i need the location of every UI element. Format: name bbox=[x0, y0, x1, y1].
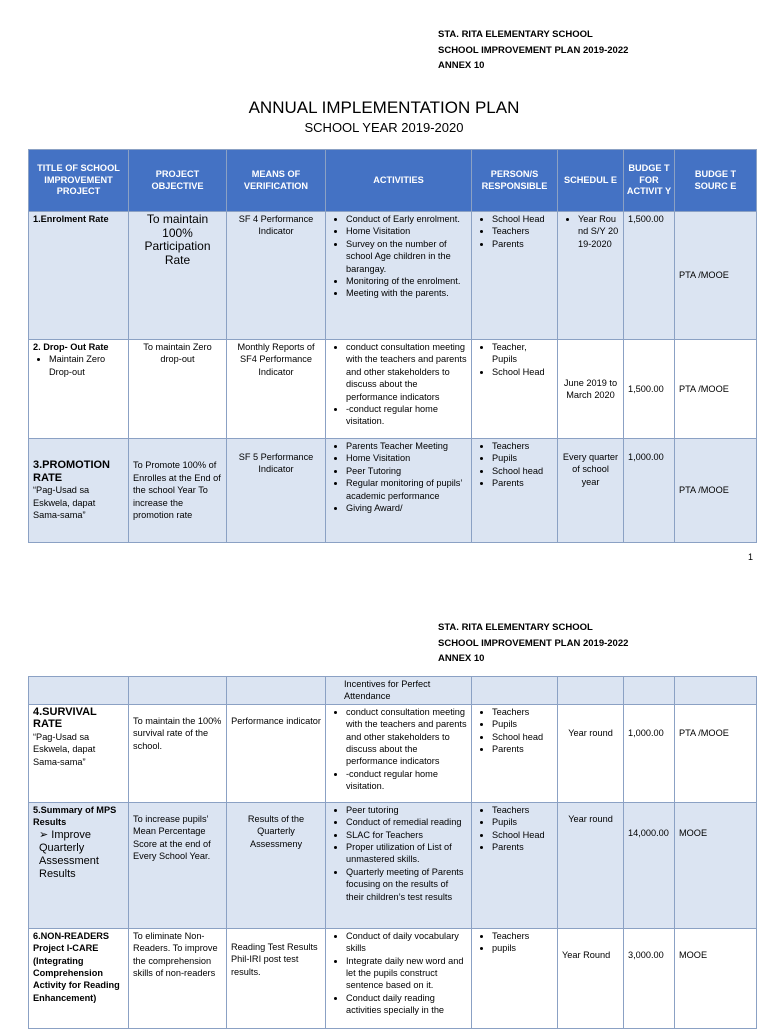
source-text: MOOE bbox=[679, 827, 708, 838]
schedule-text: Year round bbox=[568, 813, 613, 824]
means-of-verification: Monthly Reports of SF4 Performance Indicator bbox=[227, 340, 326, 439]
activity-item: • Giving Award/ bbox=[346, 502, 467, 514]
budget-source bbox=[675, 928, 757, 1028]
col-persons: PERSON/S RESPONSIBLE bbox=[472, 150, 558, 212]
annex-label: ANNEX 10 bbox=[438, 60, 485, 71]
project-title: 3.PROMOTION RATE bbox=[33, 459, 111, 484]
page-title: ANNUAL IMPLEMENTATION PLAN bbox=[248, 98, 520, 117]
person-item: • School Head bbox=[492, 366, 553, 378]
persons-cell bbox=[472, 439, 558, 543]
activity-item: • Integrate daily new word and let the pupils construct sentence based on it. bbox=[346, 955, 467, 992]
budget-text: 3,000.00 bbox=[628, 949, 664, 960]
means-text: SF 5 Performance Indicator bbox=[238, 452, 314, 475]
budget-source: PTA /MOOE bbox=[675, 439, 757, 543]
budget-source: PTA /MOOE bbox=[675, 212, 757, 340]
annex-label: ANNEX 10 bbox=[438, 653, 485, 664]
budget-cell: 1,500.00 bbox=[624, 212, 675, 340]
project-title: 2. Drop- Out Rate bbox=[33, 342, 109, 352]
person-item: • School Head bbox=[492, 213, 553, 225]
project-objective bbox=[129, 802, 227, 928]
table-row bbox=[29, 340, 757, 439]
means-of-verification bbox=[227, 802, 326, 928]
persons-cell bbox=[472, 340, 558, 439]
col-source: BUDGE T SOURC E bbox=[675, 150, 757, 212]
means-text: Results of the Quarterly Assessmeny bbox=[247, 813, 305, 849]
project-subitem: ➢ Improve Quarterly Assessment Results bbox=[39, 829, 124, 881]
person-item: • pupils bbox=[492, 942, 553, 954]
project-title: 5.Summary of MPS Results bbox=[33, 804, 117, 828]
objective-text: To maintain the 100% survival rate of the school. bbox=[133, 715, 222, 751]
project-objective: To maintain Zero drop-out bbox=[129, 340, 227, 439]
schedule-text: Year Round bbox=[562, 949, 611, 960]
activity-item: • Peer tutoring bbox=[346, 804, 467, 816]
activity-item: • conduct consultation meeting with the teachers and parents and other stakeholders to discuss about the performance indicators bbox=[346, 341, 467, 403]
activities-cell bbox=[326, 340, 472, 439]
project-objective: To Promote 100% of Enrolles at the End of the school Year To increase the promotion rate bbox=[129, 439, 227, 543]
activities-cell bbox=[326, 802, 472, 928]
page-number: 1 bbox=[747, 552, 753, 562]
col-title: TITLE OF SCHOOL IMPROVEMENT PROJECT bbox=[29, 150, 129, 212]
budget-cell bbox=[624, 439, 675, 543]
budget-text: 14,000.00 bbox=[628, 827, 669, 838]
person-item: • Teachers bbox=[492, 804, 553, 816]
table-row bbox=[29, 704, 757, 802]
person-item: • Pupils bbox=[492, 452, 553, 464]
activity-item: • Conduct daily reading activities specially in the bbox=[346, 992, 467, 1017]
schedule-text: Every quarter of school year bbox=[562, 452, 619, 487]
project-title-cell bbox=[29, 439, 129, 543]
col-budget: BUDGE T FOR ACTIVIT Y bbox=[624, 150, 675, 212]
budget-cell bbox=[624, 802, 675, 928]
project-subitem: • Maintain Zero Drop-out bbox=[49, 353, 124, 378]
implementation-table-page1 bbox=[28, 149, 757, 543]
persons-cell bbox=[472, 928, 558, 1028]
means-of-verification bbox=[227, 439, 326, 543]
col-schedule: SCHEDUL E bbox=[558, 150, 624, 212]
means-of-verification bbox=[227, 928, 326, 1028]
activity-item: • SLAC for Teachers bbox=[346, 829, 467, 841]
person-item: • Teachers bbox=[492, 225, 553, 237]
implementation-table-page2 bbox=[28, 676, 757, 1029]
activity-item: • Conduct of remedial reading bbox=[346, 816, 467, 828]
activity-item: • conduct consultation meeting with the teachers and parents and other stakeholders to discuss about the performance indicators bbox=[346, 706, 467, 768]
activities-cell bbox=[326, 928, 472, 1028]
page1-header bbox=[438, 27, 628, 74]
table-row bbox=[29, 802, 757, 928]
table-row bbox=[29, 212, 757, 340]
means-text: Reading Test Results Phil-IRI post test results. bbox=[231, 941, 318, 977]
project-objective: To maintain 100% Participation Rate bbox=[129, 212, 227, 340]
budget-cell: 1,500.00 bbox=[624, 340, 675, 439]
school-name: STA. RITA ELEMENTARY SCHOOL bbox=[438, 622, 593, 633]
project-title: 1.Enrolment Rate bbox=[29, 212, 129, 340]
table-row bbox=[29, 439, 757, 543]
means-of-verification bbox=[227, 704, 326, 802]
school-name: STA. RITA ELEMENTARY SCHOOL bbox=[438, 29, 593, 40]
activity-item: • Proper utilization of List of unmastered skills. bbox=[346, 841, 467, 866]
plan-name: SCHOOL IMPROVEMENT PLAN 2019-2022 bbox=[438, 637, 629, 649]
source-text: PTA /MOOE bbox=[679, 727, 729, 738]
budget-text: 1,000.00 bbox=[628, 727, 664, 738]
project-motto: “Pag-Usad sa Eskwela, dapat Sama-sama” bbox=[33, 731, 96, 767]
person-item: • Teacher, Pupils bbox=[492, 341, 553, 366]
activity-item: • Conduct of Early enrolment. bbox=[346, 213, 467, 225]
person-item: • School Head bbox=[492, 829, 553, 841]
person-item: • Parents bbox=[492, 477, 553, 489]
activities-cell bbox=[326, 212, 472, 340]
project-title-cell bbox=[29, 704, 129, 802]
project-title-cell bbox=[29, 802, 129, 928]
project-title-cell bbox=[29, 340, 129, 439]
activity-item: • Regular monitoring of pupils’ academic performance bbox=[346, 477, 467, 502]
activity-item: • Survey on the number of school Age children in the barangay. bbox=[346, 238, 467, 275]
schedule-cell bbox=[558, 212, 624, 340]
schedule-cell bbox=[558, 802, 624, 928]
project-objective bbox=[129, 704, 227, 802]
project-title: 4.SURVIVAL RATE bbox=[33, 705, 97, 731]
budget-source: PTA /MOOE bbox=[675, 340, 757, 439]
schedule-item: • Year Round S/Y 2019-2020 bbox=[578, 213, 619, 250]
col-activities: ACTIVITIES bbox=[326, 150, 472, 212]
source-text: MOOE bbox=[679, 949, 708, 960]
objective-text: To increase pupils’ Mean Percentage Score at the end of Every School Year. bbox=[133, 813, 211, 862]
person-item: • Teachers bbox=[492, 930, 553, 942]
activity-item: • Monitoring of the enrolment. bbox=[346, 275, 467, 287]
page2-header bbox=[438, 620, 628, 667]
project-title: 6.NON-READERS Project I-CARE (Integrating Comprehension Activity for Reading Enhancement) bbox=[29, 928, 129, 1028]
person-item: • Pupils bbox=[492, 718, 553, 730]
activity-item: • -conduct regular home visitation. bbox=[346, 768, 467, 793]
activities-cell bbox=[326, 439, 472, 543]
project-motto: “Pag-Usad sa Eskwela, dapat Sama-sama” bbox=[33, 485, 96, 521]
budget-cell bbox=[624, 704, 675, 802]
activity-item: • Peer Tutoring bbox=[346, 465, 467, 477]
person-item: • Parents bbox=[492, 743, 553, 755]
activity-item: • Conduct of daily vocabulary skills bbox=[346, 930, 467, 955]
activity-item: • -conduct regular home visitation. bbox=[346, 403, 467, 428]
project-objective: To eliminate Non-Readers. To improve the comprehension skills of non-readers bbox=[129, 928, 227, 1028]
person-item: • Teachers bbox=[492, 706, 553, 718]
activity-item: • Meeting with the parents. bbox=[346, 287, 467, 299]
person-item: • Parents bbox=[492, 841, 553, 853]
activity-item: • Home Visitation bbox=[346, 225, 467, 237]
person-item: • Pupils bbox=[492, 816, 553, 828]
budget-source bbox=[675, 704, 757, 802]
means-text: Performance indicator bbox=[231, 715, 321, 726]
persons-cell bbox=[472, 802, 558, 928]
schedule-cell: June 2019 to March 2020 bbox=[558, 340, 624, 439]
schedule-cell bbox=[558, 439, 624, 543]
person-item: • School head bbox=[492, 731, 553, 743]
budget-cell bbox=[624, 928, 675, 1028]
person-item: • Parents bbox=[492, 238, 553, 250]
plan-name: SCHOOL IMPROVEMENT PLAN 2019-2022 bbox=[438, 44, 629, 56]
table-row bbox=[29, 928, 757, 1028]
schedule-cell bbox=[558, 704, 624, 802]
means-of-verification: SF 4 Performance Indicator bbox=[227, 212, 326, 340]
table-row bbox=[29, 677, 757, 705]
budget-source bbox=[675, 802, 757, 928]
schedule-cell bbox=[558, 928, 624, 1028]
persons-cell bbox=[472, 212, 558, 340]
person-item: • School head bbox=[492, 465, 553, 477]
schedule-text: Year round bbox=[568, 727, 613, 738]
persons-cell bbox=[472, 704, 558, 802]
activity-continuation: Incentives for Perfect Attendance bbox=[326, 677, 472, 705]
budget-text: 1,000.00 bbox=[628, 452, 664, 462]
page-subtitle: SCHOOL YEAR 2019-2020 bbox=[304, 120, 464, 135]
activity-item: • Parents Teacher Meeting bbox=[346, 440, 467, 452]
col-means: MEANS OF VERIFICATION bbox=[227, 150, 326, 212]
person-item: • Teachers bbox=[492, 440, 553, 452]
activity-item: • Home Visitation bbox=[346, 452, 467, 464]
col-objective: PROJECT OBJECTIVE bbox=[129, 150, 227, 212]
activities-cell bbox=[326, 704, 472, 802]
activity-item: • Quarterly meeting of Parents focusing on the results of their children’s test results bbox=[346, 866, 467, 903]
